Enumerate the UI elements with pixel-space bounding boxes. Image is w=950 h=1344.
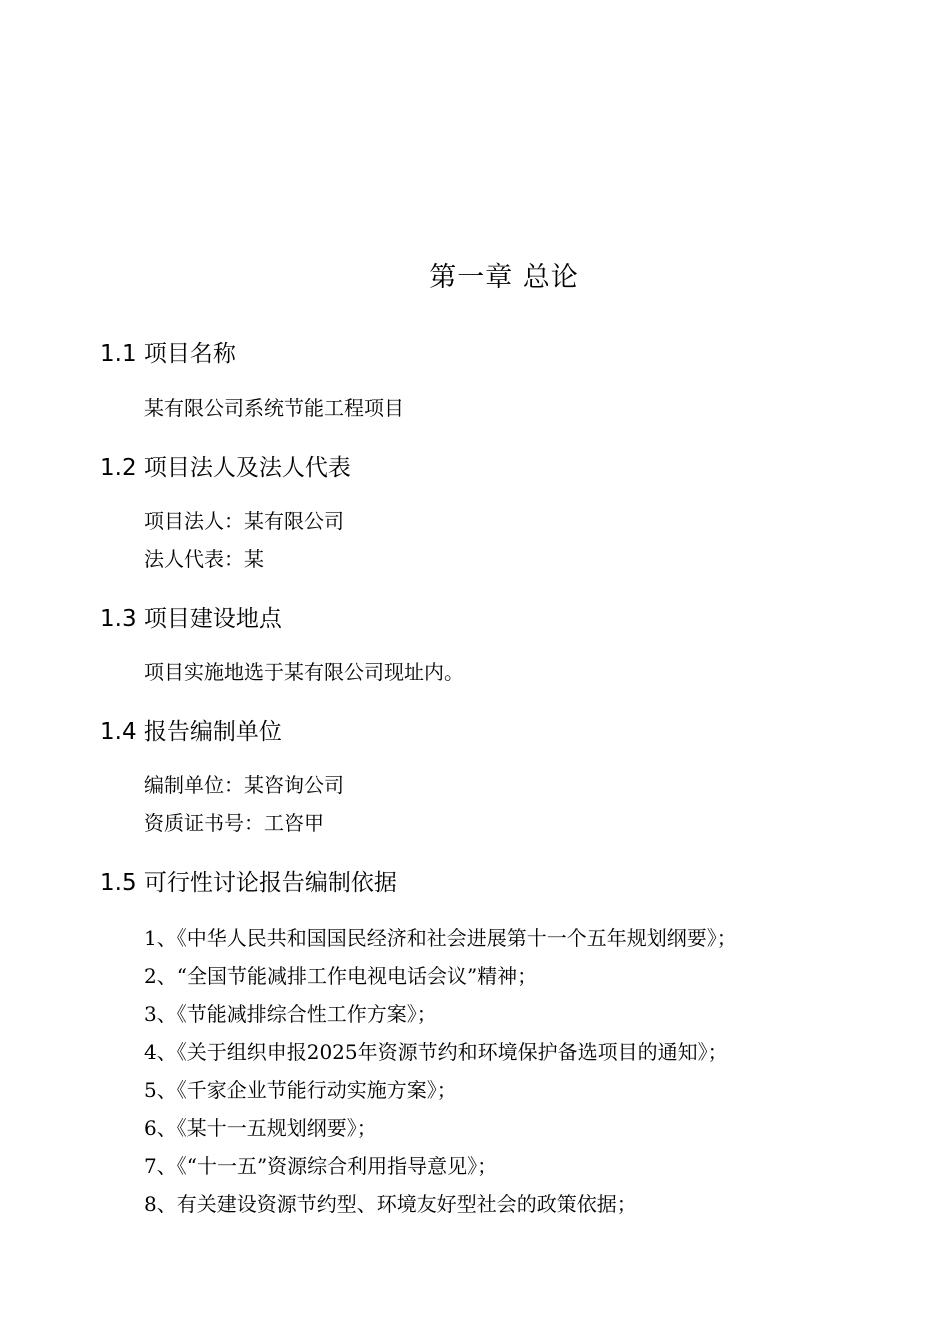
basis-list-item: 7、《“十一五”资源综合利用指导意见》；	[144, 1154, 498, 1178]
section-heading-1-4: 1.4 报告编制单位	[100, 719, 282, 745]
basis-list-item: 2、“全国节能减排工作电视电话会议”精神；	[144, 964, 538, 988]
qualification-certificate-text: 资质证书号：工咨甲	[144, 811, 324, 835]
project-name-text: 某有限公司系统节能工程项目	[144, 396, 404, 420]
basis-list-item: 4、《关于组织申报2025年资源节约和环境保护备选项目的通知》；	[144, 1040, 728, 1064]
section-heading-1-1: 1.1 项目名称	[100, 341, 236, 367]
legal-entity-text: 项目法人：某有限公司	[144, 509, 344, 533]
basis-list-item: 8、有关建设资源节约型、环境友好型社会的政策依据；	[144, 1192, 637, 1216]
basis-list-item: 1、《中华人民共和国国民经济和社会进展第十一个五年规划纲要》；	[144, 926, 737, 950]
compiling-unit-text: 编制单位：某咨询公司	[144, 773, 344, 797]
section-heading-1-5: 1.5 可行性讨论报告编制依据	[100, 870, 397, 896]
chapter-title: 第一章 总论	[429, 262, 579, 293]
basis-list-item: 6、《某十一五规划纲要》；	[144, 1116, 377, 1140]
basis-list-item: 3、《节能减排综合性工作方案》；	[144, 1002, 437, 1026]
section-heading-1-3: 1.3 项目建设地点	[100, 606, 282, 632]
construction-location-text: 项目实施地选于某有限公司现址内。	[144, 660, 464, 684]
section-heading-1-2: 1.2 项目法人及法人代表	[100, 455, 351, 481]
legal-representative-text: 法人代表：某	[144, 547, 264, 571]
basis-list-item: 5、《千家企业节能行动实施方案》；	[144, 1078, 457, 1102]
